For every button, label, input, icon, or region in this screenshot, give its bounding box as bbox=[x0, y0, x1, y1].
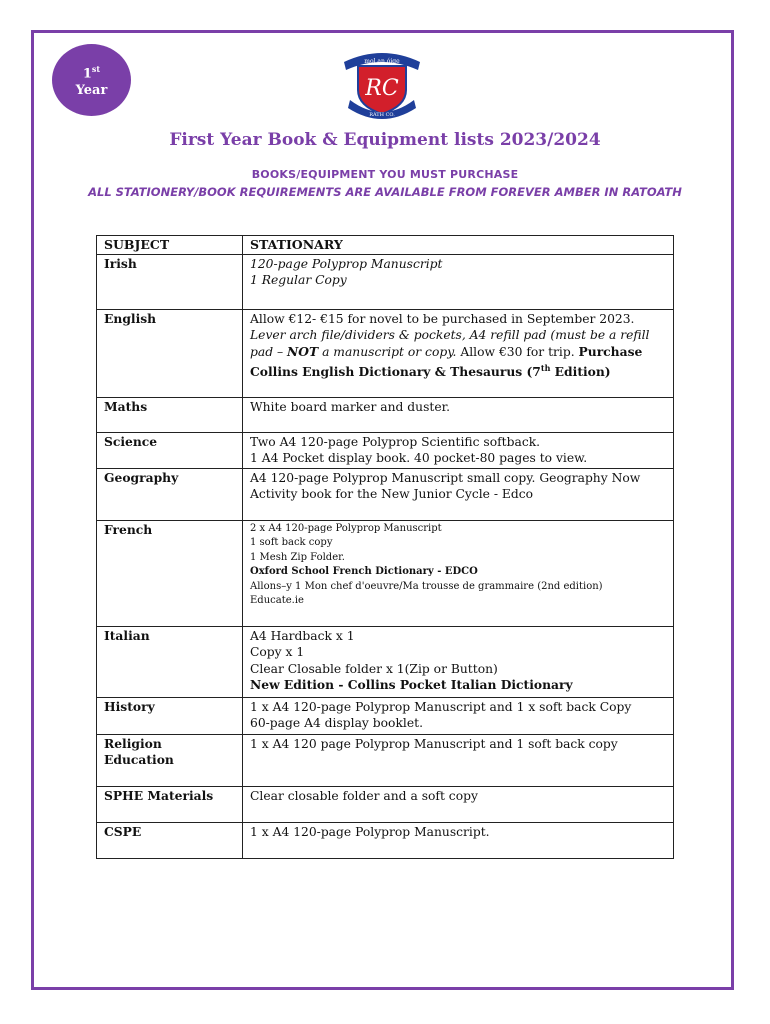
table-row-geography bbox=[97, 468, 674, 520]
stationary-cell: Clear closable folder and a soft copy bbox=[243, 786, 674, 822]
header-stationary: STATIONARY bbox=[243, 236, 674, 255]
page-title: First Year Book & Equipment lists 2023/2024 bbox=[169, 130, 601, 150]
stationary-cell: 120-page Polyprop Manuscript 1 Regular Copy bbox=[243, 254, 674, 309]
stationary-cell: 1 x A4 120-page Polyprop Manuscript. bbox=[243, 822, 674, 858]
table-row-sphe bbox=[97, 786, 674, 822]
svg-text:RÁTH CO.: RÁTH CO. bbox=[369, 112, 395, 118]
table-row-italian bbox=[97, 626, 674, 697]
stationary-cell: A4 120-page Polyprop Manuscript small copy. Geography Now Activity book for the New Junior Cycle - Edco bbox=[243, 468, 674, 520]
subject-cell: SPHE Materials bbox=[97, 786, 243, 822]
header-subject: SUBJECT bbox=[97, 236, 243, 255]
subject-cell: French bbox=[97, 520, 243, 626]
stationary-cell: 1 x A4 120 page Polyprop Manuscript and 1 soft back copy bbox=[243, 734, 674, 786]
table-row-maths bbox=[97, 397, 674, 432]
subject-cell: Maths bbox=[97, 397, 243, 432]
table-row-french bbox=[97, 520, 674, 626]
availability-subtitle: ALL STATIONERY/BOOK REQUIREMENTS ARE AVAILABLE FROM FOREVER AMBER IN RATOATH bbox=[88, 185, 682, 199]
subject-cell: English bbox=[97, 309, 243, 397]
requirements-table bbox=[96, 235, 674, 859]
stationary-cell: A4 Hardback x 1 Copy x 1 Clear Closable folder x 1(Zip or Button) New Edition - Collins Pocket Italian Dictionary bbox=[243, 626, 674, 697]
subject-cell: Irish bbox=[97, 254, 243, 309]
svg-text:mol an óige: mol an óige bbox=[364, 58, 400, 65]
stationary-cell: Two A4 120-page Polyprop Scientific softback. 1 A4 Pocket display book. 40 pocket-80 pages to view. bbox=[243, 432, 674, 468]
stationary-cell: Allow €12- €15 for novel to be purchased in September 2023. Lever arch file/dividers & pockets, A4 refill pad (must be a refill pad – NOT a manuscript or copy. Allow €30 for trip. Purchase Collins English Dictionary & Thesaurus (7th Edition) bbox=[243, 309, 674, 397]
subject-cell: Geography bbox=[97, 468, 243, 520]
stationary-cell: 1 x A4 120-page Polyprop Manuscript and 1 x soft back Copy 60-page A4 display booklet. bbox=[243, 697, 674, 734]
year-badge: 1st Year bbox=[52, 44, 131, 116]
subject-cell: Religion Education bbox=[97, 734, 243, 786]
svg-text:RC: RC bbox=[365, 76, 399, 101]
must-purchase-subtitle: BOOKS/EQUIPMENT YOU MUST PURCHASE bbox=[251, 168, 519, 181]
subject-cell: Italian bbox=[97, 626, 243, 697]
table-row-english bbox=[97, 309, 674, 397]
table-row-irish bbox=[97, 254, 674, 309]
table-row-religion bbox=[97, 734, 674, 786]
table-row-cspe bbox=[97, 822, 674, 858]
table-row-history bbox=[97, 697, 674, 734]
subject-cell: History bbox=[97, 697, 243, 734]
subject-cell: CSPE bbox=[97, 822, 243, 858]
table-row-science bbox=[97, 432, 674, 468]
subject-cell: Science bbox=[97, 432, 243, 468]
stationary-cell: White board marker and duster. bbox=[243, 397, 674, 432]
table-header-row bbox=[97, 236, 674, 255]
stationary-cell: 2 x A4 120-page Polyprop Manuscript 1 soft back copy 1 Mesh Zip Folder. Oxford School French Dictionary - EDCO Allons–y 1 Mon chef d'oeuvre/Ma trousse de grammaire (2nd edition) Educate.ie bbox=[243, 520, 674, 626]
school-crest-logo bbox=[340, 40, 424, 120]
